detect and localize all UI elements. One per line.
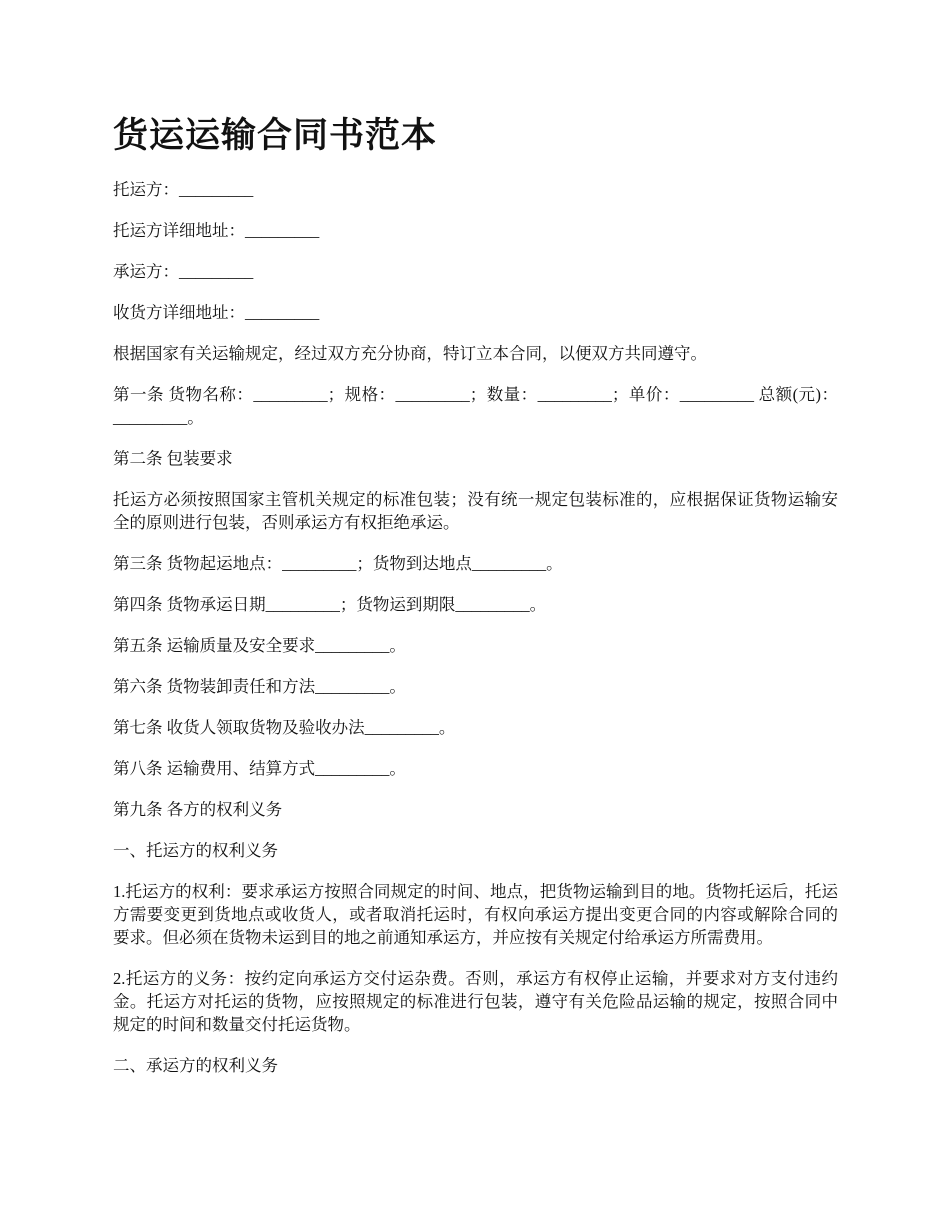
- article-4: 第四条 货物承运日期_________；货物运到期限_________。: [113, 595, 547, 614]
- article-1: 第一条 货物名称：_________；规格：_________；数量：_________；单价：_________ 总额(元)：_________。: [113, 385, 838, 427]
- article-6: 第六条 货物装卸责任和方法_________。: [113, 677, 406, 696]
- article-2-body: 托运方必须按照国家主管机关规定的标准包装；没有统一规定包装标准的，应根据保证货物运输安全的原则进行包装，否则承运方有权拒绝承运。: [113, 490, 838, 532]
- consignor-obligations: 2.托运方的义务：按约定向承运方交付运杂费。否则，承运方有权停止运输，并要求对方支付违约金。托运方对托运的货物，应按照规定的标准进行包装，遵守有关危险品运输的规定，按照合同中规定的时间和数量交付托运货物。: [113, 969, 838, 1034]
- article-9-heading: 第九条 各方的权利义务: [113, 800, 283, 819]
- article-2-heading: 第二条 包装要求: [113, 449, 233, 468]
- preamble: 根据国家有关运输规定，经过双方充分协商，特订立本合同，以便双方共同遵守。: [113, 344, 707, 363]
- article-7: 第七条 收货人领取货物及验收办法_________。: [113, 718, 456, 737]
- carrier-line: 承运方：_________: [113, 262, 254, 281]
- section-2-heading: 二、承运方的权利义务: [113, 1056, 278, 1075]
- article-3: 第三条 货物起运地点：_________；货物到达地点_________。: [113, 554, 563, 573]
- document-title: 货运运输合同书范本: [113, 116, 438, 155]
- consignor-address-line: 托运方详细地址：_________: [113, 221, 320, 240]
- consignee-address-line: 收货方详细地址：_________: [113, 303, 320, 322]
- consignor-rights: 1.托运方的权利：要求承运方按照合同规定的时间、地点，把货物运输到目的地。货物托运后，托运方需要变更到货地点或收货人，或者取消托运时，有权向承运方提出变更合同的内容或解除合同的要求。但必须在货物未运到目的地之前通知承运方，并应按有关规定付给承运方所需费用。: [113, 882, 838, 947]
- section-1-heading: 一、托运方的权利义务: [113, 841, 278, 860]
- consignor-line: 托运方：_________: [113, 180, 254, 199]
- article-8: 第八条 运输费用、结算方式_________。: [113, 759, 406, 778]
- article-5: 第五条 运输质量及安全要求_________。: [113, 636, 406, 655]
- document-page: [113, 112, 838, 1095]
